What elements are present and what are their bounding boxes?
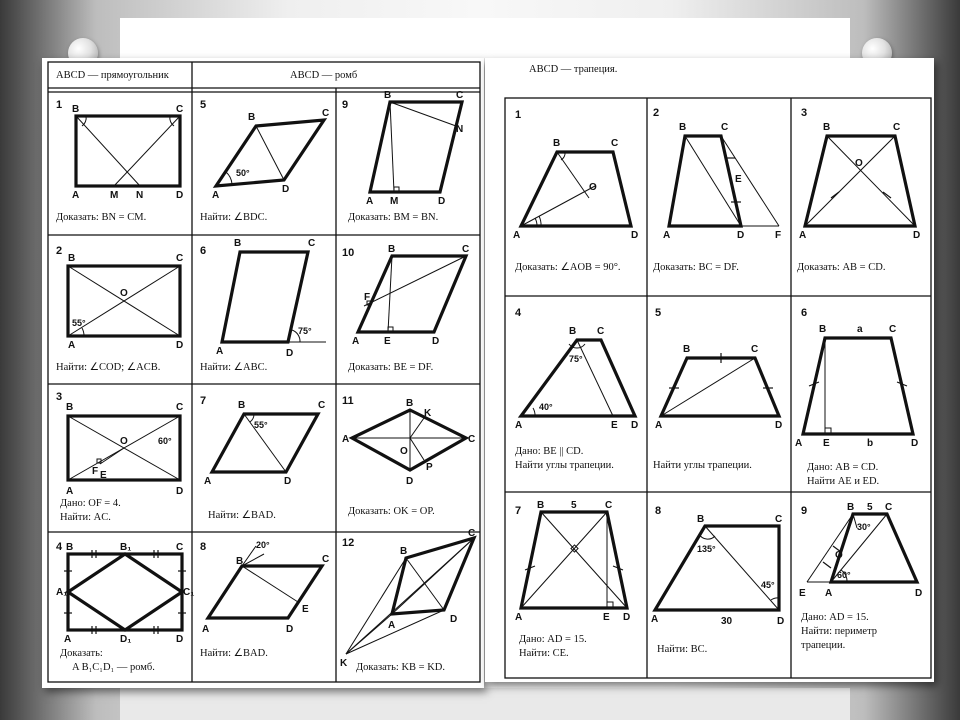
- angle-label: 50°: [236, 168, 250, 178]
- vertex-label: B: [847, 502, 855, 513]
- task-text: Доказать: AB = CD.: [797, 262, 886, 273]
- problem-number: 7: [515, 505, 522, 517]
- trapezoid-cell-6: [795, 307, 918, 487]
- vertex-label: E: [735, 174, 742, 185]
- vertex-label: B: [400, 546, 408, 557]
- task-line: Дано: AB = CD.: [807, 462, 879, 473]
- vertex-label: A₁: [56, 587, 68, 598]
- vertex-label: D: [631, 230, 639, 241]
- trapezoid-cell-1: [513, 109, 638, 273]
- angle-label: 40°: [539, 402, 553, 412]
- task-text: Найти углы трапеции.: [653, 460, 752, 471]
- problem-cell-1: [56, 99, 183, 223]
- vertex-label: A: [663, 230, 671, 241]
- vertex-label: D: [438, 196, 446, 207]
- trapezoid-cell-4: [515, 307, 638, 471]
- task-text: Найти: ∠BDC.: [200, 212, 268, 223]
- vertex-label: O: [589, 182, 597, 193]
- problem-cell-8: [200, 540, 329, 659]
- problem-number: 6: [801, 307, 808, 319]
- problem-cell-4: [56, 541, 194, 673]
- header-rectangle: ABCD — прямоугольник: [56, 70, 169, 81]
- problem-cell-9: [342, 90, 463, 223]
- vertex-label: O: [120, 288, 128, 299]
- vertex-label: C: [318, 400, 326, 411]
- angle-label: 135°: [697, 544, 716, 554]
- vertex-label: C: [605, 500, 613, 511]
- vertex-label: B: [537, 500, 545, 511]
- task-text: Доказать: BM = BN.: [348, 212, 439, 223]
- task-line: A B₁C₁D₁ — ромб.: [72, 662, 155, 673]
- vertex-label: B: [234, 238, 242, 249]
- vertex-label: C: [721, 122, 729, 133]
- vertex-label: A: [795, 438, 803, 449]
- vertex-label: N: [136, 190, 144, 201]
- task-line: Дано: BE || CD.: [515, 446, 584, 457]
- angle-label: 20°: [256, 540, 270, 550]
- vertex-label: C: [462, 244, 470, 255]
- problem-number: 1: [515, 109, 522, 121]
- vertex-label: B: [819, 324, 827, 335]
- problem-number: 8: [655, 505, 662, 517]
- vertex-label: b: [867, 438, 874, 449]
- vertex-label: N: [456, 124, 464, 135]
- vertex-label: E: [799, 588, 806, 599]
- vertex-label: K: [424, 408, 432, 419]
- problem-number: 4: [515, 307, 522, 319]
- angle-label: 75°: [298, 326, 312, 336]
- vertex-label: B₁: [120, 542, 132, 553]
- vertex-label: D: [176, 486, 184, 497]
- vertex-label: C: [308, 238, 316, 249]
- problem-number: 10: [342, 247, 355, 259]
- vertex-label: M: [110, 190, 119, 201]
- vertex-label: D: [286, 624, 294, 635]
- angle-label: 75°: [569, 354, 583, 364]
- vertex-label: C: [176, 402, 184, 413]
- vertex-label: C: [456, 90, 464, 101]
- segment-length-label: 5: [867, 502, 873, 513]
- problem-cell-7: [200, 395, 325, 521]
- vertex-label: A: [66, 486, 74, 497]
- problem-cell-12: [340, 528, 475, 673]
- vertex-label: E: [603, 612, 610, 623]
- task-line: Найти: периметр: [801, 626, 878, 637]
- vertex-label: D: [432, 336, 440, 347]
- angle-label: 30°: [857, 522, 871, 532]
- task-text: Найти: BC.: [657, 644, 708, 655]
- angle-label: 45°: [761, 580, 775, 590]
- problem-cell-2: [56, 245, 183, 373]
- vertex-label: D: [176, 190, 184, 201]
- vertex-label: a: [857, 324, 863, 335]
- vertex-label: B: [238, 400, 246, 411]
- vertex-label: A: [352, 336, 360, 347]
- vertex-label: C: [468, 434, 476, 445]
- header-trapezoid: ABCD — трапеция.: [529, 64, 618, 75]
- task-text: Найти: ∠ABC.: [200, 362, 268, 373]
- vertex-label: C: [176, 253, 184, 264]
- vertex-label: D: [915, 588, 923, 599]
- vertex-label: C: [176, 542, 184, 553]
- task-text: Доказать: ∠AOB = 90°.: [515, 262, 621, 273]
- vertex-label: E: [611, 420, 618, 431]
- vertex-label: A: [342, 434, 350, 445]
- vertex-label: D: [282, 184, 290, 195]
- right-worksheet: [485, 58, 934, 682]
- problem-number: 3: [801, 107, 808, 119]
- vertex-label: 5: [571, 500, 577, 511]
- vertex-label: A: [68, 340, 76, 351]
- vertex-label: A: [212, 190, 220, 201]
- vertex-label: A: [388, 620, 396, 631]
- vertex-label: C: [597, 326, 605, 337]
- problem-number: 1: [56, 99, 63, 111]
- angle-label: 55°: [72, 318, 86, 328]
- vertex-label: D: [623, 612, 631, 623]
- problem-cell-6: [200, 238, 326, 373]
- trapezoid-cell-2: [653, 107, 781, 273]
- task-text: Доказать: BE = DF.: [348, 362, 434, 373]
- vertex-label: C: [893, 122, 901, 133]
- problem-number: 8: [200, 541, 207, 553]
- problem-number: 4: [56, 541, 63, 553]
- task-text: Доказать: KB = KD.: [356, 662, 446, 673]
- vertex-label: F: [775, 230, 782, 241]
- vertex-label: F: [364, 292, 371, 303]
- trapezoid-cell-9: [799, 502, 922, 651]
- vertex-label: B: [569, 326, 577, 337]
- vertex-label: D: [406, 476, 414, 487]
- left-worksheet-drawing: [42, 58, 484, 688]
- problem-cell-10: [342, 244, 469, 373]
- trapezoid-cell-3: [797, 107, 920, 273]
- vertex-label: D: [631, 420, 639, 431]
- problem-number: 6: [200, 245, 207, 257]
- vertex-label: A: [202, 624, 210, 635]
- problem-number: 11: [342, 395, 354, 407]
- vertex-label: A: [64, 634, 72, 645]
- task-text: Найти: ∠COD; ∠ACB.: [56, 362, 161, 373]
- segment-length-label: 30: [721, 616, 733, 627]
- vertex-label: D: [284, 476, 292, 487]
- vertex-label: B: [679, 122, 687, 133]
- problem-number: 5: [200, 99, 207, 111]
- vertex-label: E: [100, 470, 107, 481]
- vertex-label: B: [236, 556, 244, 567]
- vertex-label: B: [823, 122, 831, 133]
- problem-cell-11: [342, 395, 475, 517]
- background-bottom-band: [120, 688, 850, 720]
- problem-number: 3: [56, 391, 63, 403]
- problem-number: 9: [801, 505, 808, 517]
- vertex-label: B: [388, 244, 396, 255]
- vertex-label: D: [913, 230, 921, 241]
- vertex-label: C: [889, 324, 897, 335]
- vertex-label: M: [390, 196, 399, 207]
- vertex-label: B: [66, 402, 74, 413]
- problem-cell-3: [56, 391, 183, 523]
- task-line: Найти AE и ED.: [807, 476, 880, 487]
- vertex-label: O: [400, 446, 408, 457]
- vertex-label: A: [515, 612, 523, 623]
- vertex-label: C: [775, 514, 783, 525]
- vertex-label: F: [92, 466, 99, 477]
- vertex-label: A: [799, 230, 807, 241]
- right-grid: [505, 98, 931, 678]
- right-worksheet-drawing: [485, 58, 934, 682]
- task-line: трапеции.: [801, 640, 846, 651]
- problem-number: 5: [655, 307, 662, 319]
- vertex-label: D: [286, 348, 294, 359]
- task-line: Найти: AC.: [60, 512, 111, 523]
- task-text: Найти: ∠BAD.: [208, 510, 276, 521]
- vertex-label: C: [751, 344, 759, 355]
- vertex-label: A: [72, 190, 80, 201]
- vertex-label: B: [248, 112, 256, 123]
- vertex-label: C: [611, 138, 619, 149]
- left-worksheet: [42, 58, 484, 688]
- vertex-label: P: [426, 462, 433, 473]
- vertex-label: O: [120, 436, 128, 447]
- vertex-label: C: [322, 554, 330, 565]
- problem-number: 7: [200, 395, 207, 407]
- vertex-label: A: [515, 420, 523, 431]
- vertex-label: E: [302, 604, 309, 615]
- angle-label: 60°: [837, 570, 851, 580]
- vertex-label: A: [204, 476, 212, 487]
- vertex-label: B: [68, 253, 76, 264]
- task-line: Дано: AD = 15.: [801, 612, 869, 623]
- task-line: Найти углы трапеции.: [515, 460, 614, 471]
- vertex-label: D: [450, 614, 458, 625]
- vertex-label: B: [697, 514, 705, 525]
- vertex-label: E: [384, 336, 391, 347]
- task-line: Дано: OF = 4.: [60, 498, 121, 509]
- vertex-label: O: [835, 550, 843, 561]
- vertex-label: C: [322, 108, 330, 119]
- vertex-label: B: [406, 398, 414, 409]
- vertex-label: B: [683, 344, 691, 355]
- vertex-label: C: [176, 104, 184, 115]
- task-text: Доказать: BN = CM.: [56, 212, 147, 223]
- vertex-label: A: [651, 614, 659, 625]
- header-rhombus: ABCD — ромб: [290, 70, 358, 81]
- problem-number: 9: [342, 99, 349, 111]
- vertex-label: E: [823, 438, 830, 449]
- vertex-label: B: [384, 90, 392, 101]
- vertex-label: C₁: [183, 587, 195, 598]
- vertex-label: D: [777, 616, 785, 627]
- vertex-label: D: [911, 438, 919, 449]
- task-line: Найти: CE.: [519, 648, 569, 659]
- vertex-label: D: [176, 634, 184, 645]
- angle-label: 60°: [158, 436, 172, 446]
- vertex-label: A: [513, 230, 521, 241]
- vertex-label: O: [855, 158, 863, 169]
- vertex-label: C: [468, 528, 476, 539]
- vertex-label: D: [775, 420, 783, 431]
- task-line: Доказать:: [60, 648, 103, 659]
- vertex-label: K: [340, 658, 348, 669]
- vertex-label: A: [655, 420, 663, 431]
- vertex-label: A: [216, 346, 224, 357]
- trapezoid-cell-7: [515, 500, 630, 659]
- problem-number: 2: [653, 107, 660, 119]
- trapezoid-cell-5: [653, 307, 782, 471]
- vertex-label: D₁: [120, 634, 132, 645]
- vertex-label: A: [825, 588, 833, 599]
- vertex-label: B: [66, 542, 74, 553]
- vertex-label: B: [553, 138, 561, 149]
- task-text: Доказать: BC = DF.: [653, 262, 739, 273]
- vertex-label: D: [176, 340, 184, 351]
- problem-number: 2: [56, 245, 63, 257]
- problem-cell-5: [200, 99, 329, 223]
- vertex-label: D: [737, 230, 745, 241]
- trapezoid-cell-8: [651, 505, 784, 655]
- vertex-label: A: [366, 196, 374, 207]
- task-text: Доказать: OK = OP.: [348, 506, 435, 517]
- vertex-label: C: [885, 502, 893, 513]
- background-top-band: [120, 18, 850, 58]
- angle-label: 55°: [254, 420, 268, 430]
- task-text: Найти: ∠BAD.: [200, 648, 268, 659]
- problem-number: 12: [342, 537, 355, 549]
- task-line: Дано: AD = 15.: [519, 634, 587, 645]
- vertex-label: B: [72, 104, 80, 115]
